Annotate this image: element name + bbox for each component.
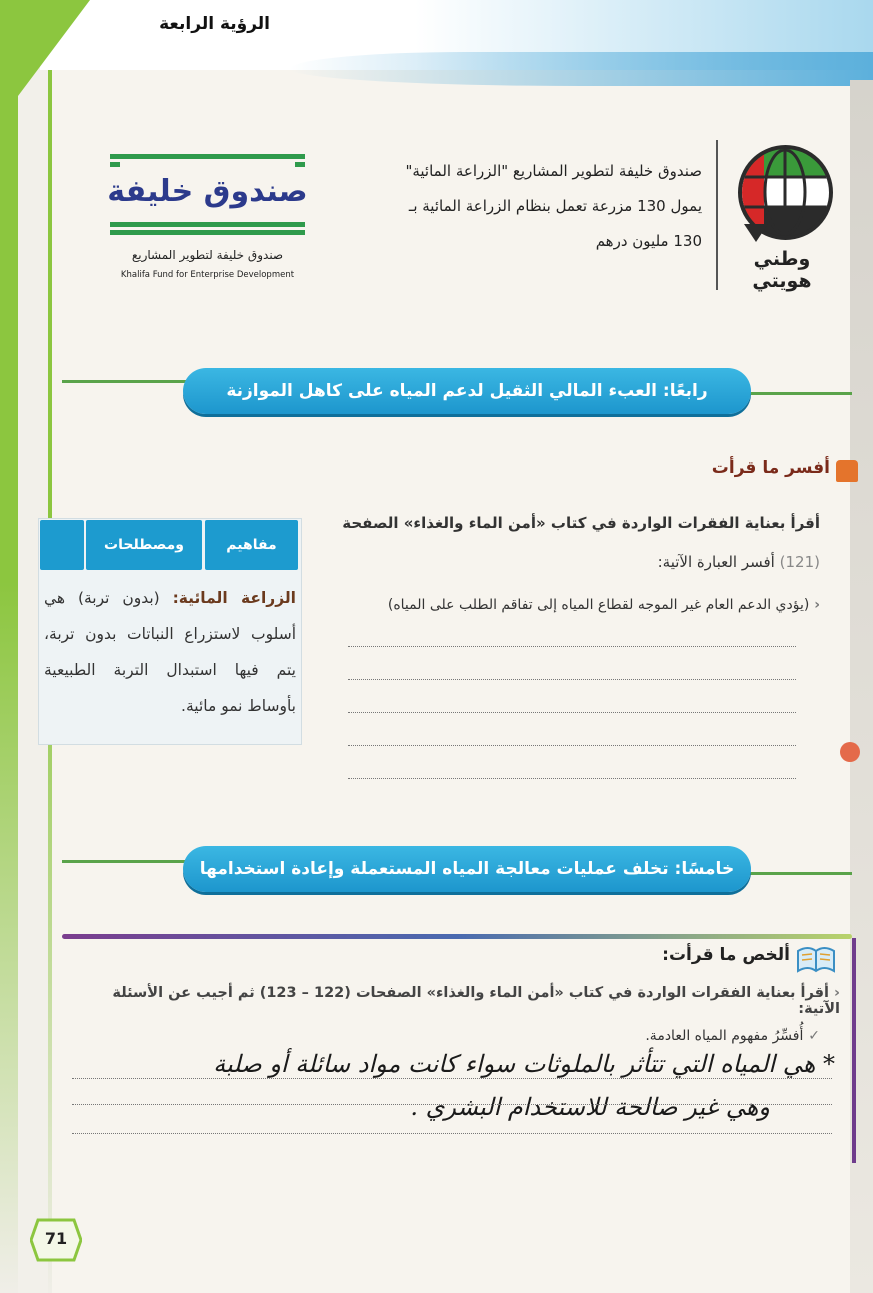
- summary-question-text: أُفسِّرُ مفهوم المياه العادمة.: [645, 1028, 804, 1044]
- answer-line[interactable]: [348, 778, 796, 779]
- answer-line[interactable]: [72, 1133, 832, 1134]
- banner-rule-left: [62, 380, 187, 383]
- side-marker-icon: [840, 742, 860, 762]
- reader-person-icon: [836, 460, 858, 482]
- banner-rule-left: [62, 860, 187, 863]
- summary-title: ألخص ما قرأت:: [662, 945, 790, 965]
- banner-rule-right: [748, 872, 852, 875]
- chevron-left-icon: ‹: [828, 985, 840, 1001]
- open-book-icon: [796, 945, 836, 975]
- khalifa-fund-logo: [100, 150, 315, 290]
- info-paragraph: [340, 154, 702, 259]
- info-divider: [716, 140, 718, 290]
- summary-instruction-text: أقرأ بعناية الفقرات الواردة في كتاب «أمن الماء والغذاء» الصفحات (122 – 123) ثم أجيب عن الأسئلة الآتية:: [112, 985, 840, 1017]
- glossary-tab-terms: ومصطلحات: [86, 520, 202, 570]
- summary-side-rule: [852, 938, 856, 1163]
- page-reference: (121): [779, 553, 820, 571]
- summary-question: [560, 1028, 820, 1044]
- summary-instruction: [70, 985, 840, 1017]
- handwritten-answer-line: * هي المياه التي تتأثر بالملوثات سواء كانت مواد سائلة أو صلبة: [213, 1050, 835, 1078]
- glossary-tab-concepts: مفاهيم: [205, 520, 298, 570]
- logo-wordmark: صندوق خليفة: [107, 174, 308, 209]
- handwritten-answer-line: وهي غير صالحة للاستخدام البشري .: [410, 1093, 770, 1121]
- chevron-left-icon: ‹: [809, 597, 820, 613]
- glossary-definition-text: (بدون تربة) هي أسلوب لاستزراع النباتات بدون تربة، يتم فيها استبدال التربة الطبيعية بأوساط نمو مائية.: [44, 589, 296, 715]
- chapter-title: الرؤية الرابعة: [159, 14, 270, 34]
- glossary-term: الزراعة المائية:: [172, 589, 296, 607]
- info-line: يمول 130 مزرعة تعمل بنظام الزراعة المائية بـ: [408, 197, 702, 215]
- page-header-wave: [290, 52, 873, 86]
- interpret-instruction-2: [440, 553, 820, 571]
- summary-rule: [62, 934, 852, 939]
- info-line: 130 مليون درهم: [595, 232, 702, 250]
- page-corner-decoration: [0, 0, 90, 120]
- watani-badge-label: وطني هويتي: [752, 248, 812, 292]
- answer-line[interactable]: [348, 646, 796, 647]
- page-number: 71: [44, 1229, 68, 1248]
- interpret-instruction: أقرأ بعناية الفقرات الواردة في كتاب «أمن الماء والغذاء» الصفحة: [342, 514, 820, 532]
- logo-english-name: Khalifa Fund for Enterprise Development: [120, 270, 295, 280]
- interpret-subtitle: أفسر العبارة الآتية:: [657, 553, 775, 571]
- check-mark-icon: ✓: [803, 1028, 820, 1044]
- glossary-tab-blank: [40, 520, 84, 570]
- section5-banner: خامسًا: تخلف عمليات معالجة المياه المستعملة وإعادة استخدامها: [183, 846, 751, 892]
- info-line: صندوق خليفة لتطوير المشاريع "الزراعة المائية": [405, 162, 702, 180]
- answer-line[interactable]: [72, 1104, 832, 1105]
- interpret-statement: [340, 597, 820, 613]
- logo-arabic-name: صندوق خليفة لتطوير المشاريع: [131, 248, 284, 262]
- banner-rule-right: [748, 392, 852, 395]
- statement-text: (يؤدي الدعم العام غير الموجه لقطاع المياه إلى تفاقم الطلب على المياه): [387, 597, 810, 613]
- answer-line[interactable]: [348, 712, 796, 713]
- answer-line[interactable]: [348, 745, 796, 746]
- section4-banner: رابعًا: العبء المالي الثقيل لدعم المياه على كاهل الموازنة: [183, 368, 751, 414]
- answer-line[interactable]: [348, 679, 796, 680]
- speech-tail-icon: [744, 224, 768, 242]
- answer-line[interactable]: [72, 1078, 832, 1079]
- glossary-definition: [44, 580, 296, 724]
- interpret-title: أفسر ما قرأت: [711, 458, 830, 478]
